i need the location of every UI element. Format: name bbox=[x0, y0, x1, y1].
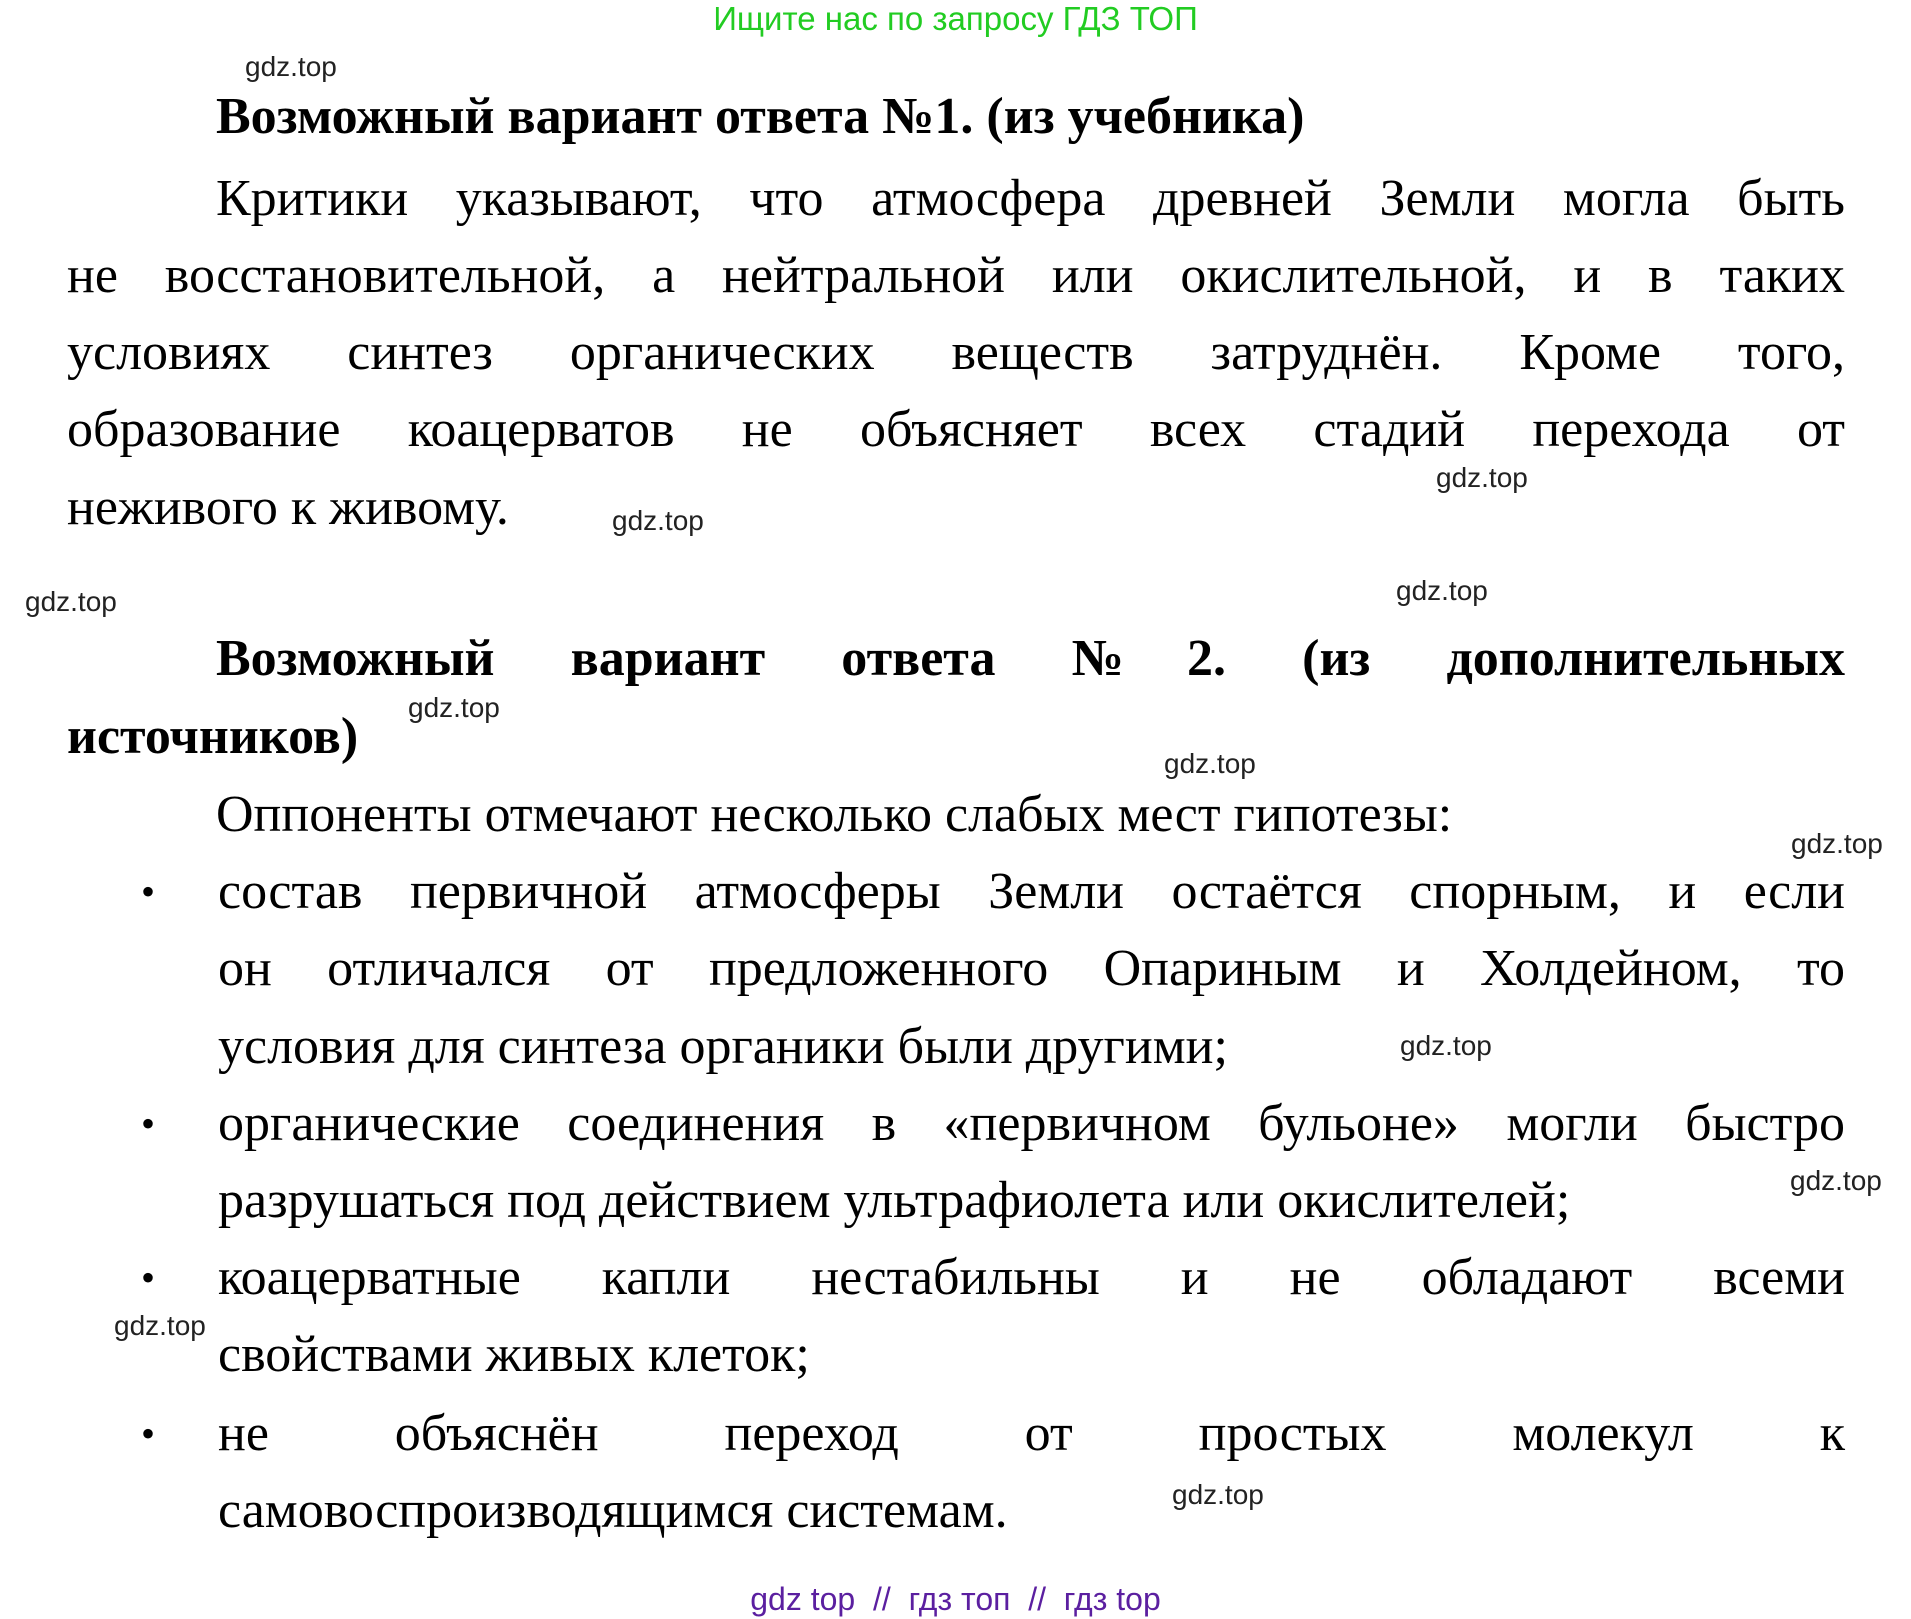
watermark: gdz.top bbox=[114, 1310, 206, 1341]
answer2-heading-cont: источников) bbox=[67, 708, 359, 765]
bullet-line: органические соединения в «первичном бульоне» могли быстро bbox=[218, 1095, 1845, 1152]
bullet-line: коацерватные капли нестабильны и не обладают всеми bbox=[218, 1249, 1845, 1306]
answer1-line: Критики указывают, что атмосфера древней Земли могла быть bbox=[216, 170, 1845, 227]
watermark: gdz.top bbox=[1790, 1165, 1882, 1196]
bullet-icon: • bbox=[141, 1255, 156, 1300]
answer1-line: образование коацерватов не объясняет всех стадий перехода от bbox=[67, 401, 1845, 458]
watermark: gdz.top bbox=[408, 692, 500, 723]
bullet-icon: • bbox=[141, 1101, 156, 1146]
search-banner: Ищите нас по запросу ГДЗ ТОП bbox=[713, 0, 1198, 37]
answer2-heading: Возможный вариант ответа №2. (из дополнительных bbox=[216, 630, 1845, 687]
watermark: gdz.top bbox=[1791, 828, 1883, 859]
bullet-line: разрушаться под действием ультрафиолета или окислителей; bbox=[218, 1172, 1571, 1229]
bullet-line: самовоспроизводящимся системам. bbox=[218, 1482, 1008, 1539]
answer1-line: условиях синтез органических веществ затруднён. Кроме того, bbox=[67, 324, 1845, 381]
answer1-heading: Возможный вариант ответа №1. (из учебника) bbox=[216, 88, 1305, 145]
bullet-line: условия для синтеза органики были другими; bbox=[218, 1018, 1228, 1075]
footer-watermark: gdz top // гдз топ // гдз top bbox=[750, 1581, 1161, 1617]
bullet-line: состав первичной атмосферы Земли остаётся спорным, и если bbox=[218, 863, 1845, 920]
watermark: gdz.top bbox=[612, 505, 704, 536]
watermark: gdz.top bbox=[1172, 1479, 1264, 1510]
bullet-line: свойствами живых клеток; bbox=[218, 1326, 810, 1383]
answer2-intro: Оппоненты отмечают несколько слабых мест гипотезы: bbox=[216, 786, 1453, 843]
answer1-line: неживого к живому. bbox=[67, 479, 509, 536]
watermark: gdz.top bbox=[25, 586, 117, 617]
watermark: gdz.top bbox=[1164, 748, 1256, 779]
bullet-line: он отличался от предложенного Опариным и Холдейном, то bbox=[218, 940, 1845, 997]
watermark: gdz.top bbox=[245, 51, 337, 82]
answer1-line: не восстановительной, а нейтральной или окислительной, и в таких bbox=[67, 247, 1845, 304]
watermark: gdz.top bbox=[1436, 462, 1528, 493]
watermark: gdz.top bbox=[1400, 1030, 1492, 1061]
bullet-line: не объяснён переход от простых молекул к bbox=[218, 1405, 1845, 1462]
watermark: gdz.top bbox=[1396, 575, 1488, 606]
bullet-icon: • bbox=[141, 1411, 156, 1456]
bullet-icon: • bbox=[141, 869, 156, 914]
